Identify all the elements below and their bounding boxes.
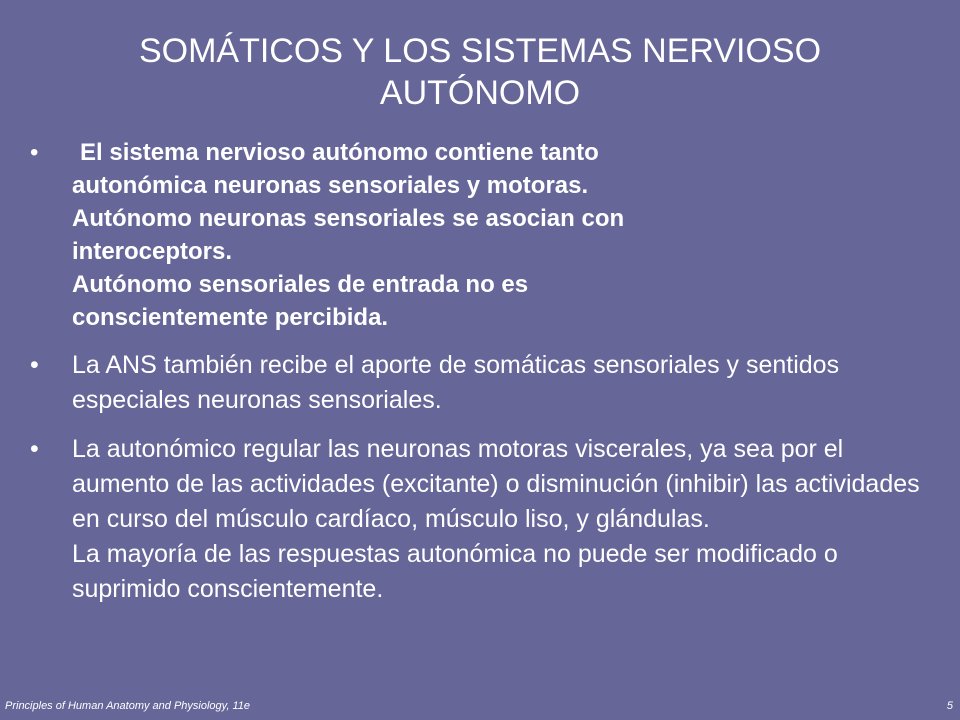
footer-source: Principles of Human Anatomy and Physiology, 11e [5, 700, 250, 712]
bullet-3-paragraph-1: La autonómico regular las neuronas motoras viscerales, ya sea por el aumento de las actividades (excitante) o disminución (inhibir) las actividades en curso del músculo cardíaco, músculo liso, y glándulas. [72, 435, 920, 533]
title-line-2: AUTÓNOMO [379, 74, 581, 112]
bullet-1-line-3: Autónomo neuronas sensoriales se asocian con [72, 205, 625, 232]
page-number: 5 [946, 700, 953, 712]
bullet-icon: • [30, 139, 39, 166]
bullet-3-paragraph-2: La mayoría de las respuestas autonómica no puede ser modificado o suprimido conscientemente. [72, 540, 838, 603]
bullet-icon: • [30, 435, 39, 463]
bullet-item-3 [30, 432, 940, 607]
bullet-1-line-1: El sistema nervioso autónomo contiene tanto [80, 139, 599, 166]
bullet-1-line-5: Autónomo sensoriales de entrada no es [72, 271, 529, 298]
slide-title [60, 30, 900, 114]
bullet-list [30, 136, 940, 621]
bullet-icon: • [30, 351, 39, 379]
bullet-item-1 [30, 136, 940, 334]
bullet-1-line-6: conscientemente percibida. [72, 304, 389, 331]
bullet-1-line-2: autonómica neuronas sensoriales y motoras. [72, 172, 589, 199]
bullet-1-line-4: interoceptors. [72, 238, 233, 265]
bullet-item-2 [30, 348, 940, 418]
title-line-1: SOMÁTICOS Y LOS SISTEMAS NERVIOSO [138, 32, 822, 70]
bullet-2-text: La ANS también recibe el aporte de somáticas sensoriales y sentidos especiales neuronas sensoriales. [72, 351, 840, 414]
